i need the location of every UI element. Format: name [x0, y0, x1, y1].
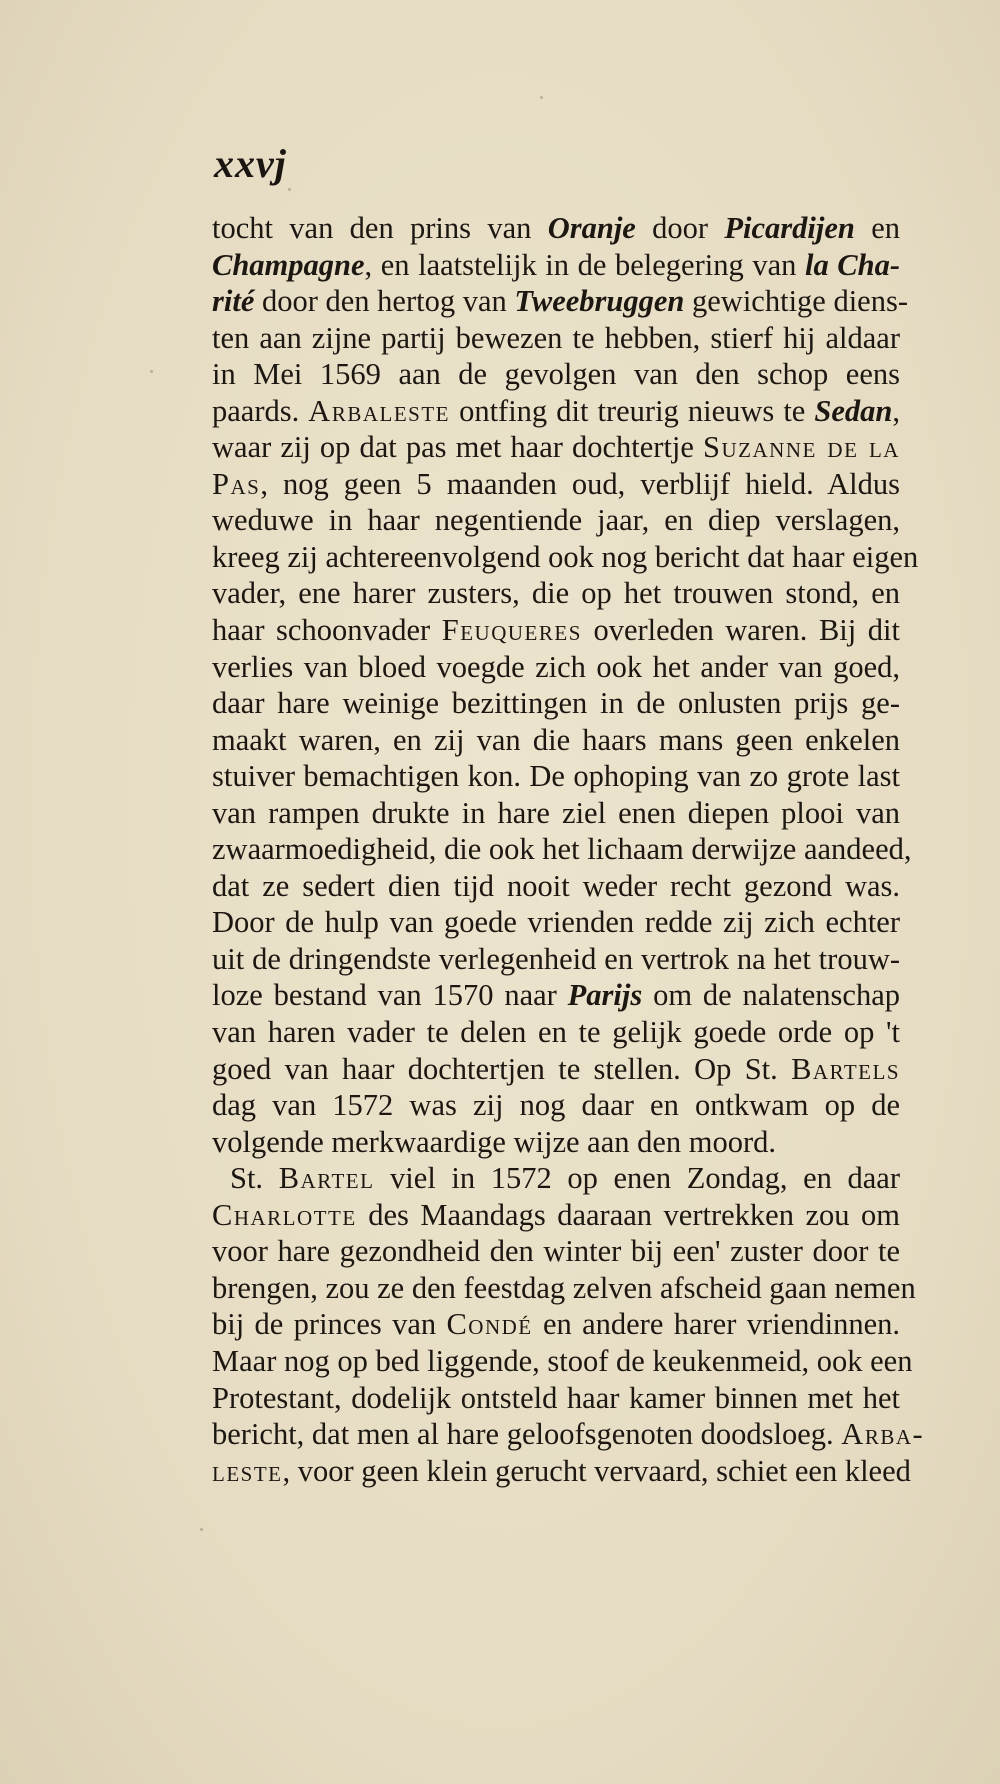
- text-line: [212, 612, 900, 649]
- text-run: overleden waren. Bij dit: [581, 613, 900, 648]
- paper-speck: [288, 188, 291, 191]
- text-line: [212, 393, 900, 430]
- text-run: Door de hulp van goede vrienden redde zij zich echter: [212, 905, 900, 940]
- text-run: om de nalatenschap: [642, 978, 900, 1013]
- text-line: [212, 1197, 900, 1234]
- text-run: uit de dringendste verlegenheid en vertrok na het trouw-: [212, 941, 900, 976]
- text-run: goed van haar dochtertjen te stellen. Op St.: [212, 1051, 792, 1086]
- italic-name: Champagne: [212, 247, 365, 282]
- text-run: dag van 1572 was zij nog daar en ontkwam op de: [212, 1088, 900, 1123]
- text-line: [212, 1160, 900, 1197]
- text-line: [212, 283, 908, 320]
- small-caps-name: Feuqueres: [441, 613, 582, 648]
- small-caps-name: Bartels: [791, 1051, 900, 1086]
- text-line: [212, 502, 900, 539]
- small-caps-name: Charlotte: [212, 1197, 357, 1232]
- italic-name: la Cha-: [804, 247, 901, 282]
- italic-name: Picardijen: [724, 211, 855, 245]
- text-run: , nog geen 5 maanden oud, verblijf hield. Aldus: [260, 466, 900, 501]
- text-run: Protestant, dodelijk ontsteld haar kamer binnen met het: [212, 1380, 900, 1415]
- text-run: ,: [892, 393, 900, 428]
- text-line: [212, 1416, 925, 1453]
- text-run: in Mei 1569 aan de gevolgen van den schop eens: [212, 357, 900, 392]
- small-caps-name: Condé: [446, 1307, 533, 1342]
- text-run: maakt waren, en zij van die haars mans geen enkelen: [212, 722, 900, 757]
- text-line: [212, 1270, 916, 1307]
- small-caps-name: Pas: [212, 466, 261, 501]
- text-line: [212, 1233, 900, 1270]
- text-run: paards.: [212, 393, 309, 428]
- text-line: [212, 1014, 900, 1051]
- small-caps-name: Arba-: [841, 1417, 925, 1452]
- text-line: [212, 758, 900, 795]
- italic-name: Oranje: [547, 211, 636, 245]
- text-run: , voor geen klein gerucht vervaard, schiet een kleed: [282, 1453, 911, 1488]
- text-run: verlies van bloed voegde zich ook het ander van goed,: [212, 649, 900, 684]
- text-line: [212, 247, 900, 284]
- italic-name: Sedan: [814, 393, 893, 428]
- text-line: [212, 356, 900, 393]
- text-run: en andere harer vriendinnen.: [532, 1307, 900, 1342]
- text-run: tocht van den prins van: [212, 211, 548, 245]
- text-line: [212, 722, 900, 759]
- text-line: [212, 868, 900, 905]
- text-run: bericht, dat men al hare geloofsgenoten doodsloeg.: [212, 1417, 842, 1452]
- text-run: bij de princes van: [212, 1307, 447, 1342]
- text-line: [212, 977, 900, 1014]
- text-line: [212, 1453, 911, 1490]
- text-line: [212, 685, 900, 722]
- text-line: [212, 539, 919, 576]
- text-run: vader, ene harer zusters, die op het trouwen stond, en: [212, 576, 900, 611]
- text-line: [212, 429, 900, 466]
- text-line: [212, 831, 912, 868]
- text-line: [212, 1343, 913, 1380]
- page-number: xxvj: [214, 141, 287, 186]
- paper-speck: [540, 96, 543, 99]
- text-run: St.: [230, 1161, 279, 1196]
- text-run: door den hertog van: [254, 284, 515, 319]
- text-run: Maar nog op bed liggende, stoof de keukenmeid, ook een: [212, 1343, 913, 1378]
- text-line: [212, 649, 900, 686]
- text-run: , en laatstelijk in de belegering van: [364, 247, 805, 282]
- text-run: van rampen drukte in hare ziel enen diepen plooi van: [212, 795, 900, 830]
- text-run: haar schoonvader: [212, 613, 442, 648]
- text-run: van haren vader te delen en te gelijk goede orde op 't: [212, 1015, 900, 1050]
- text-line: [212, 1380, 900, 1417]
- text-run: ontfing dit treurig nieuws te: [450, 393, 815, 428]
- text-run: waar zij op dat pas met haar dochtertje: [212, 430, 704, 465]
- text-line: [212, 210, 900, 247]
- text-line: [212, 320, 900, 357]
- text-run: daar hare weinige bezittingen in de onlusten prijs ge-: [212, 686, 900, 721]
- text-line: [212, 941, 900, 978]
- text-run: gewichtige diens-: [684, 284, 908, 319]
- small-caps-name: Suzanne de la: [703, 430, 900, 465]
- text-run: ten aan zijne partij bewezen te hebben, stierf hij aldaar: [212, 320, 900, 355]
- text-run: des Maandags daaraan vertrekken zou om: [356, 1197, 900, 1232]
- text-run: weduwe in haar negentiende jaar, en diep verslagen,: [212, 503, 900, 538]
- small-caps-name: Bartel: [278, 1161, 375, 1196]
- body-text: [212, 210, 925, 1489]
- text-run: dat ze sedert dien tijd nooit weder recht gezond was.: [212, 868, 900, 903]
- text-line: [212, 1124, 900, 1161]
- text-line: [212, 1051, 900, 1088]
- italic-name: Tweebruggen: [514, 284, 685, 319]
- text-run: door: [635, 211, 725, 245]
- text-run: en: [854, 211, 900, 245]
- text-run: volgende merkwaardige wijze aan den moord.: [212, 1124, 777, 1159]
- text-run: brengen, zou ze den feestdag zelven afscheid gaan nemen: [212, 1270, 916, 1305]
- text-run: viel in 1572 op enen Zondag, en daar: [374, 1161, 900, 1196]
- text-line: [212, 1087, 900, 1124]
- text-run: kreeg zij achtereenvolgend ook nog bericht dat haar eigen: [212, 539, 919, 574]
- text-line: [212, 466, 900, 503]
- paper-speck: [150, 370, 153, 373]
- text-line: [212, 795, 900, 832]
- paper-speck: [200, 1528, 203, 1531]
- italic-name: rité: [212, 284, 255, 319]
- text-run: voor hare gezondheid den winter bij een' zuster door te: [212, 1234, 900, 1269]
- small-caps-name: leste: [212, 1453, 283, 1488]
- text-line: [212, 575, 900, 612]
- italic-name: Parijs: [567, 978, 643, 1013]
- text-line: [212, 1306, 900, 1343]
- text-run: zwaarmoedigheid, die ook het lichaam derwijze aandeed,: [212, 832, 912, 867]
- text-line: [212, 904, 900, 941]
- text-run: loze bestand van 1570 naar: [212, 978, 568, 1013]
- text-run: stuiver bemachtigen kon. De ophoping van zo grote last: [212, 759, 900, 794]
- small-caps-name: Arbaleste: [308, 393, 450, 428]
